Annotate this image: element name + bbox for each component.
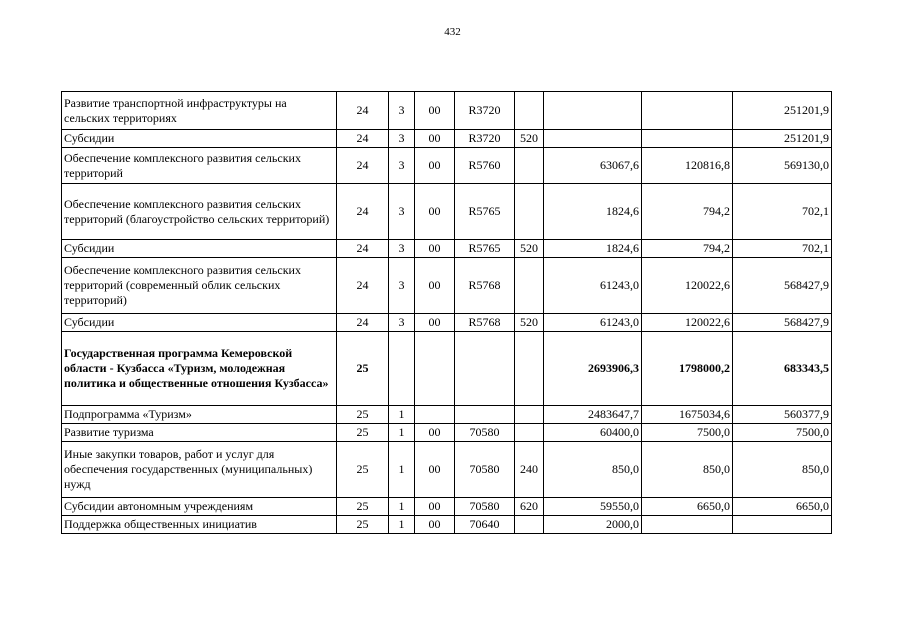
cell-expense-type (515, 516, 544, 534)
table-row (62, 406, 832, 424)
table-row (62, 92, 832, 130)
cell-amount-3: 568427,9 (733, 314, 832, 332)
cell-expense-type: 240 (515, 442, 544, 498)
cell-amount-2: 794,2 (642, 240, 733, 258)
cell-program-code (415, 406, 455, 424)
cell-amount-2: 794,2 (642, 184, 733, 240)
cell-name: Субсидии (62, 240, 337, 258)
cell-section: 24 (337, 184, 389, 240)
cell-expense-type (515, 92, 544, 130)
cell-amount-2: 1675034,6 (642, 406, 733, 424)
cell-program-code: 00 (415, 92, 455, 130)
table-body (62, 92, 832, 534)
cell-section: 24 (337, 92, 389, 130)
cell-name: Государственная программа Кемеровской области - Кузбасса «Туризм, молодежная политика и общественные отношения Кузбасса» (62, 332, 337, 406)
table-row (62, 498, 832, 516)
cell-expense-type (515, 332, 544, 406)
cell-target-article: R5768 (455, 258, 515, 314)
cell-amount-1: 59550,0 (544, 498, 642, 516)
cell-section: 25 (337, 442, 389, 498)
cell-program-code: 00 (415, 442, 455, 498)
cell-expense-type (515, 406, 544, 424)
budget-table (61, 91, 832, 534)
cell-amount-1: 2000,0 (544, 516, 642, 534)
cell-amount-3: 702,1 (733, 184, 832, 240)
cell-amount-3: 850,0 (733, 442, 832, 498)
cell-expense-type (515, 184, 544, 240)
cell-section: 25 (337, 424, 389, 442)
table-row (62, 258, 832, 314)
cell-subsection: 1 (389, 406, 415, 424)
cell-amount-2 (642, 130, 733, 148)
cell-expense-type (515, 424, 544, 442)
cell-amount-1: 2693906,3 (544, 332, 642, 406)
cell-amount-2: 120816,8 (642, 148, 733, 184)
cell-amount-1 (544, 130, 642, 148)
cell-amount-3: 569130,0 (733, 148, 832, 184)
cell-amount-2: 120022,6 (642, 258, 733, 314)
cell-amount-3: 251201,9 (733, 130, 832, 148)
cell-target-article: R5768 (455, 314, 515, 332)
cell-name: Обеспечение комплексного развития сельских территорий (62, 148, 337, 184)
table-row (62, 184, 832, 240)
cell-name: Развитие транспортной инфраструктуры на сельских территориях (62, 92, 337, 130)
cell-expense-type: 620 (515, 498, 544, 516)
cell-program-code: 00 (415, 314, 455, 332)
cell-subsection: 1 (389, 498, 415, 516)
cell-program-code: 00 (415, 148, 455, 184)
cell-subsection: 1 (389, 442, 415, 498)
cell-amount-1: 63067,6 (544, 148, 642, 184)
cell-section: 25 (337, 516, 389, 534)
cell-target-article: 70580 (455, 498, 515, 516)
cell-target-article: 70640 (455, 516, 515, 534)
cell-subsection: 3 (389, 258, 415, 314)
cell-amount-1: 850,0 (544, 442, 642, 498)
table-row (62, 314, 832, 332)
cell-program-code: 00 (415, 184, 455, 240)
cell-target-article: R3720 (455, 92, 515, 130)
cell-target-article (455, 406, 515, 424)
cell-subsection: 1 (389, 424, 415, 442)
cell-name: Субсидии (62, 314, 337, 332)
cell-name: Иные закупки товаров, работ и услуг для обеспечения государственных (муниципальных) нужд (62, 442, 337, 498)
cell-amount-1 (544, 92, 642, 130)
cell-amount-1: 61243,0 (544, 258, 642, 314)
cell-amount-2 (642, 92, 733, 130)
cell-expense-type: 520 (515, 240, 544, 258)
cell-amount-2 (642, 516, 733, 534)
cell-expense-type: 520 (515, 130, 544, 148)
cell-target-article (455, 332, 515, 406)
cell-amount-3: 6650,0 (733, 498, 832, 516)
cell-program-code: 00 (415, 240, 455, 258)
cell-section: 25 (337, 406, 389, 424)
table-row (62, 148, 832, 184)
cell-amount-3: 251201,9 (733, 92, 832, 130)
cell-amount-2: 120022,6 (642, 314, 733, 332)
cell-program-code: 00 (415, 498, 455, 516)
cell-amount-1: 1824,6 (544, 240, 642, 258)
cell-program-code: 00 (415, 424, 455, 442)
cell-subsection: 3 (389, 130, 415, 148)
cell-amount-1: 2483647,7 (544, 406, 642, 424)
cell-subsection: 1 (389, 516, 415, 534)
table-row (62, 442, 832, 498)
cell-name: Поддержка общественных инициатив (62, 516, 337, 534)
table-row (62, 424, 832, 442)
cell-target-article: 70580 (455, 424, 515, 442)
cell-program-code: 00 (415, 130, 455, 148)
cell-amount-3: 560377,9 (733, 406, 832, 424)
cell-amount-1: 60400,0 (544, 424, 642, 442)
cell-program-code: 00 (415, 516, 455, 534)
page-number: 432 (444, 26, 461, 38)
cell-name: Обеспечение комплексного развития сельских территорий (благоустройство сельских территорий) (62, 184, 337, 240)
cell-name: Подпрограмма «Туризм» (62, 406, 337, 424)
cell-subsection: 3 (389, 240, 415, 258)
cell-program-code: 00 (415, 258, 455, 314)
table-row (62, 130, 832, 148)
cell-expense-type: 520 (515, 314, 544, 332)
cell-subsection: 3 (389, 92, 415, 130)
cell-amount-3: 702,1 (733, 240, 832, 258)
cell-section: 24 (337, 258, 389, 314)
cell-section: 24 (337, 240, 389, 258)
cell-subsection: 3 (389, 314, 415, 332)
cell-section: 24 (337, 130, 389, 148)
cell-name: Субсидии автономным учреждениям (62, 498, 337, 516)
cell-expense-type (515, 258, 544, 314)
cell-amount-3: 683343,5 (733, 332, 832, 406)
cell-target-article: 70580 (455, 442, 515, 498)
cell-amount-3: 568427,9 (733, 258, 832, 314)
cell-amount-3: 7500,0 (733, 424, 832, 442)
table-row (62, 516, 832, 534)
cell-amount-2: 7500,0 (642, 424, 733, 442)
cell-amount-2: 850,0 (642, 442, 733, 498)
table-row (62, 240, 832, 258)
cell-section: 25 (337, 498, 389, 516)
cell-name: Обеспечение комплексного развития сельских территорий (современный облик сельских территорий) (62, 258, 337, 314)
cell-name: Субсидии (62, 130, 337, 148)
cell-subsection: 3 (389, 148, 415, 184)
cell-section: 24 (337, 314, 389, 332)
cell-section: 25 (337, 332, 389, 406)
cell-section: 24 (337, 148, 389, 184)
table-row (62, 332, 832, 406)
cell-amount-2: 1798000,2 (642, 332, 733, 406)
cell-target-article: R3720 (455, 130, 515, 148)
cell-subsection (389, 332, 415, 406)
cell-expense-type (515, 148, 544, 184)
cell-amount-3 (733, 516, 832, 534)
cell-target-article: R5760 (455, 148, 515, 184)
cell-target-article: R5765 (455, 240, 515, 258)
cell-target-article: R5765 (455, 184, 515, 240)
cell-program-code (415, 332, 455, 406)
cell-amount-1: 61243,0 (544, 314, 642, 332)
cell-subsection: 3 (389, 184, 415, 240)
cell-name: Развитие туризма (62, 424, 337, 442)
cell-amount-2: 6650,0 (642, 498, 733, 516)
cell-amount-1: 1824,6 (544, 184, 642, 240)
